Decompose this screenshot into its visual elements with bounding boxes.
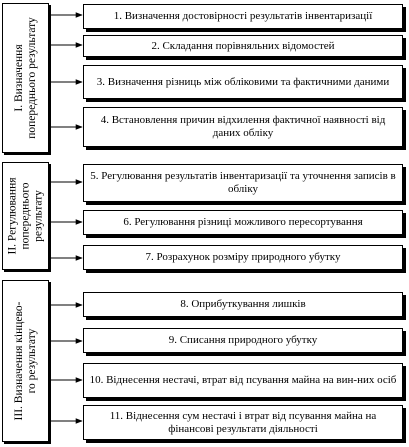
step-4-box: 4. Встановлення причин відхилення фактичної наявності від даних обліку xyxy=(83,107,403,147)
step-1-box: 1. Визначення достовірності результатів інвентаризації xyxy=(83,4,403,29)
stage-3-label-box xyxy=(2,280,49,442)
stage-1-label-box xyxy=(2,3,49,153)
stage-1-label: I. Визначення попереднього результату xyxy=(12,17,38,139)
step-3-box: 3. Визначення різниць між обліковими та фактичними даними xyxy=(83,65,403,99)
step-8-box: 8. Оприбуткування лишків xyxy=(83,292,403,317)
step-7-box: 7. Розрахунок розміру природного убутку xyxy=(83,245,403,270)
step-10-box: 10. Віднесення нестачі, втрат від псування майна на вин-них осіб xyxy=(83,363,403,398)
stage-2-label-box xyxy=(2,162,49,270)
step-2-box: 2. Складання порівняльних відомостей xyxy=(83,35,403,57)
step-6-box: 6. Регулювання різниці можливого пересортування xyxy=(83,210,403,235)
stage-2-label: II. Регулювання попереднього результату xyxy=(6,177,44,255)
step-11-box: 11. Віднесення сум нестачі і втрат від псування майна на фінансові результати діяльності xyxy=(83,405,403,440)
step-9-box: 9. Списання природного убутку xyxy=(83,328,403,353)
stage-3-label: III. Визначення кінцево- го результату xyxy=(12,301,38,421)
step-5-box: 5. Регулювання результатів інвентаризації та уточнення записів в обліку xyxy=(83,164,403,202)
